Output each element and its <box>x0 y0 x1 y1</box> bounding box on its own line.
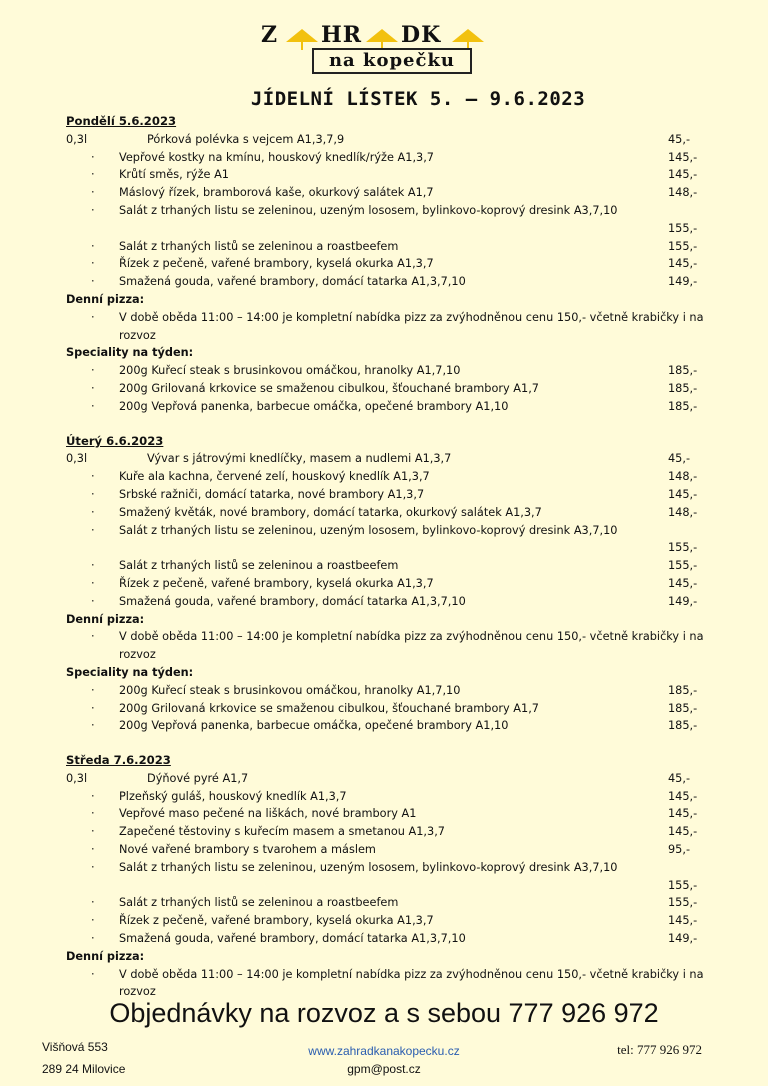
item-price: 185,- <box>668 399 698 413</box>
special-item <box>66 380 738 398</box>
menu-item <box>66 593 738 611</box>
item-name: Salát z trhaných listů se zeleninou a roastbeefem <box>119 559 399 573</box>
item-price: 185,- <box>668 381 698 395</box>
pizza-heading: Denní pizza: <box>66 612 145 626</box>
item-price: 155,- <box>668 221 698 235</box>
menu-item <box>66 504 738 522</box>
bullet-icon: · <box>91 168 95 182</box>
item-name: Smažený květák, nové brambory, domácí tatarka, okurkový salátek A1,3,7 <box>119 505 542 519</box>
item-price: 155,- <box>668 559 698 573</box>
item-price: 145,- <box>668 914 698 928</box>
day-title: Středa 7.6.2023 <box>66 753 171 768</box>
bullet-icon: · <box>91 843 95 857</box>
item-quantity: 0,3l <box>66 771 88 785</box>
bullet-icon: · <box>91 275 95 289</box>
bullet-icon: · <box>91 381 95 395</box>
item-price: 185,- <box>668 701 698 715</box>
website-link[interactable]: www.zahradkanakopecku.cz <box>308 1044 460 1058</box>
menu-item <box>66 149 738 167</box>
bullet-icon: · <box>91 239 95 253</box>
bullet-icon: · <box>91 399 95 413</box>
menu <box>66 113 738 1018</box>
special-item <box>66 398 738 416</box>
bullet-icon: · <box>91 789 95 803</box>
bullet-icon: · <box>91 364 95 378</box>
pizza-offer <box>66 628 738 664</box>
logo-line1 <box>255 22 495 48</box>
logo-letters-hr: HR <box>321 22 363 48</box>
logo-letter-z: Z <box>261 22 279 48</box>
pizza-text: V době oběda 11:00 – 14:00 je kompletní nabídka pizz za zvýhodněnou cenu 150,- včetně krabičky i na rozvoz <box>119 630 704 662</box>
bullet-icon: · <box>91 594 95 608</box>
item-price: 95,- <box>668 843 691 857</box>
item-price: 145,- <box>668 807 698 821</box>
item-price: 145,- <box>668 150 698 164</box>
umbrella-icon <box>285 28 319 50</box>
menu-item <box>66 805 738 823</box>
item-name: Salát z trhaných listu se zeleninou, uzeným lososem, bylinkovo-koprový dresink A3,7,10 <box>119 203 618 217</box>
logo-line2: na kopečku <box>312 48 472 74</box>
bullet-icon: · <box>91 683 95 697</box>
bullet-icon: · <box>91 505 95 519</box>
bullet-icon: · <box>91 825 95 839</box>
day-section <box>66 752 738 1001</box>
item-name: Srbské ražniči, domácí tatarka, nové brambory A1,3,7 <box>119 487 425 501</box>
bullet-icon: · <box>91 967 95 981</box>
logo-letters-dk: DK <box>401 22 442 48</box>
umbrella-icon <box>451 28 485 50</box>
item-name: Nové vařené brambory s tvarohem a máslem <box>119 843 376 857</box>
item-price: 149,- <box>668 275 698 289</box>
menu-item <box>66 131 738 149</box>
item-name: Řízek z pečeně, vařené brambory, kyselá okurka A1,3,7 <box>119 257 434 271</box>
bullet-icon: · <box>91 150 95 164</box>
day-title: Úterý 6.6.2023 <box>66 433 164 448</box>
specials-heading: Speciality na týden: <box>66 346 194 360</box>
menu-item <box>66 202 738 238</box>
pizza-offer <box>66 966 738 1002</box>
item-quantity: 0,3l <box>66 132 88 146</box>
bullet-icon: · <box>91 559 95 573</box>
item-name: Salát z trhaných listů se zeleninou a roastbeefem <box>119 896 399 910</box>
pizza-text: V době oběda 11:00 – 14:00 je kompletní nabídka pizz za zvýhodněnou cenu 150,- včetně krabičky i na rozvoz <box>119 967 704 999</box>
special-item <box>66 700 738 718</box>
order-line: Objednávky na rozvoz a s sebou 777 926 972 <box>109 998 659 1028</box>
bullet-icon: · <box>91 932 95 946</box>
item-name: 200g Kuřecí steak s brusinkovou omáčkou, hranolky A1,7,10 <box>119 683 461 697</box>
item-name: Salát z trhaných listů se zeleninou a roastbeefem <box>119 239 399 253</box>
bullet-icon: · <box>91 310 95 324</box>
address-street: Višňová 553 <box>42 1040 108 1054</box>
item-name: Vepřové maso pečené na liškách, nové brambory A1 <box>119 807 417 821</box>
item-name: Zapečené těstoviny s kuřecím masem a smetanou A1,3,7 <box>119 825 445 839</box>
item-name: Pórková polévka s vejcem A1,3,7,9 <box>147 132 345 146</box>
email-link[interactable]: gpm@post.cz <box>347 1062 421 1076</box>
bullet-icon: · <box>91 470 95 484</box>
menu-item <box>66 788 738 806</box>
item-name: Smažená gouda, vařené brambory, domácí tatarka A1,3,7,10 <box>119 275 466 289</box>
page-title: JÍDELNÍ LÍSTEK 5. – 9.6.2023 <box>250 88 586 110</box>
pizza-heading: Denní pizza: <box>66 949 145 963</box>
menu-item <box>66 841 738 859</box>
bullet-icon: · <box>91 860 95 874</box>
item-price: 149,- <box>668 594 698 608</box>
bullet-icon: · <box>91 701 95 715</box>
menu-item <box>66 255 738 273</box>
item-price: 148,- <box>668 470 698 484</box>
pizza-heading: Denní pizza: <box>66 292 145 306</box>
item-price: 185,- <box>668 719 698 733</box>
menu-item <box>66 930 738 948</box>
address-city: 289 24 Milovice <box>42 1062 126 1076</box>
item-price: 45,- <box>668 452 691 466</box>
item-price: 145,- <box>668 825 698 839</box>
item-name: Salát z trhaných listu se zeleninou, uzeným lososem, bylinkovo-koprový dresink A3,7,10 <box>119 860 618 874</box>
item-name: Kuře ala kachna, červené zelí, houskový knedlík A1,3,7 <box>119 470 430 484</box>
item-name: Dýňové pyré A1,7 <box>147 771 249 785</box>
day-section <box>66 113 738 416</box>
menu-item <box>66 184 738 202</box>
item-name: Máslový řízek, bramborová kaše, okurkový salátek A1,7 <box>119 186 434 200</box>
specials-heading: Speciality na týden: <box>66 665 194 679</box>
bullet-icon: · <box>91 203 95 217</box>
bullet-icon: · <box>91 257 95 271</box>
menu-item <box>66 575 738 593</box>
item-price: 145,- <box>668 168 698 182</box>
item-price: 45,- <box>668 132 691 146</box>
menu-item <box>66 912 738 930</box>
menu-item <box>66 450 738 468</box>
pizza-text: V době oběda 11:00 – 14:00 je kompletní nabídka pizz za zvýhodněnou cenu 150,- včetně krabičky i na rozvoz <box>119 310 704 342</box>
item-name: 200g Vepřová panenka, barbecue omáčka, opečené brambory A1,10 <box>119 399 509 413</box>
umbrella-icon <box>365 28 399 50</box>
day-section <box>66 433 738 736</box>
bullet-icon: · <box>91 576 95 590</box>
menu-item <box>66 823 738 841</box>
menu-item <box>66 557 738 575</box>
item-name: Salát z trhaných listu se zeleninou, uzeným lososem, bylinkovo-koprový dresink A3,7,10 <box>119 523 618 537</box>
menu-item <box>66 894 738 912</box>
item-name: 200g Kuřecí steak s brusinkovou omáčkou, hranolky A1,7,10 <box>119 364 461 378</box>
pizza-offer <box>66 309 738 345</box>
bullet-icon: · <box>91 523 95 537</box>
special-item <box>66 717 738 735</box>
item-name: Řízek z pečeně, vařené brambory, kyselá okurka A1,3,7 <box>119 914 434 928</box>
bullet-icon: · <box>91 186 95 200</box>
menu-item <box>66 859 738 895</box>
bullet-icon: · <box>91 896 95 910</box>
menu-item <box>66 166 738 184</box>
item-name: 200g Grilovaná krkovice se smaženou cibulkou, šťouchané brambory A1,7 <box>119 701 539 715</box>
item-price: 155,- <box>668 896 698 910</box>
menu-item <box>66 770 738 788</box>
menu-item <box>66 486 738 504</box>
menu-item <box>66 238 738 256</box>
item-price: 155,- <box>668 541 698 555</box>
item-name: Řízek z pečeně, vařené brambory, kyselá okurka A1,3,7 <box>119 576 434 590</box>
item-price: 155,- <box>668 878 698 892</box>
bullet-icon: · <box>91 630 95 644</box>
item-price: 145,- <box>668 576 698 590</box>
item-name: 200g Grilovaná krkovice se smaženou cibulkou, šťouchané brambory A1,7 <box>119 381 539 395</box>
item-price: 185,- <box>668 683 698 697</box>
menu-item <box>66 273 738 291</box>
item-quantity: 0,3l <box>66 452 88 466</box>
item-price: 145,- <box>668 487 698 501</box>
bullet-icon: · <box>91 719 95 733</box>
special-item <box>66 682 738 700</box>
menu-item <box>66 468 738 486</box>
item-price: 45,- <box>668 771 691 785</box>
bullet-icon: · <box>91 807 95 821</box>
item-price: 145,- <box>668 257 698 271</box>
special-item <box>66 362 738 380</box>
item-name: 200g Vepřová panenka, barbecue omáčka, opečené brambory A1,10 <box>119 719 509 733</box>
item-price: 155,- <box>668 239 698 253</box>
item-name: Vepřové kostky na kmínu, houskový knedlík/rýže A1,3,7 <box>119 150 434 164</box>
item-price: 149,- <box>668 932 698 946</box>
bullet-icon: · <box>91 487 95 501</box>
menu-item <box>66 522 738 558</box>
bullet-icon: · <box>91 914 95 928</box>
item-price: 148,- <box>668 186 698 200</box>
item-price: 145,- <box>668 789 698 803</box>
day-title: Pondělí 5.6.2023 <box>66 114 177 128</box>
item-name: Vývar s játrovými knedlíčky, masem a nudlemi A1,3,7 <box>147 452 452 466</box>
telephone: tel: 777 926 972 <box>617 1042 702 1057</box>
item-name: Smažená gouda, vařené brambory, domácí tatarka A1,3,7,10 <box>119 594 466 608</box>
item-name: Plzeňský guláš, houskový knedlík A1,3,7 <box>119 789 347 803</box>
logo <box>255 20 495 78</box>
item-name: Smažená gouda, vařené brambory, domácí tatarka A1,3,7,10 <box>119 932 466 946</box>
item-name: Krůtí směs, rýže A1 <box>119 168 229 182</box>
item-price: 148,- <box>668 505 698 519</box>
item-price: 185,- <box>668 364 698 378</box>
